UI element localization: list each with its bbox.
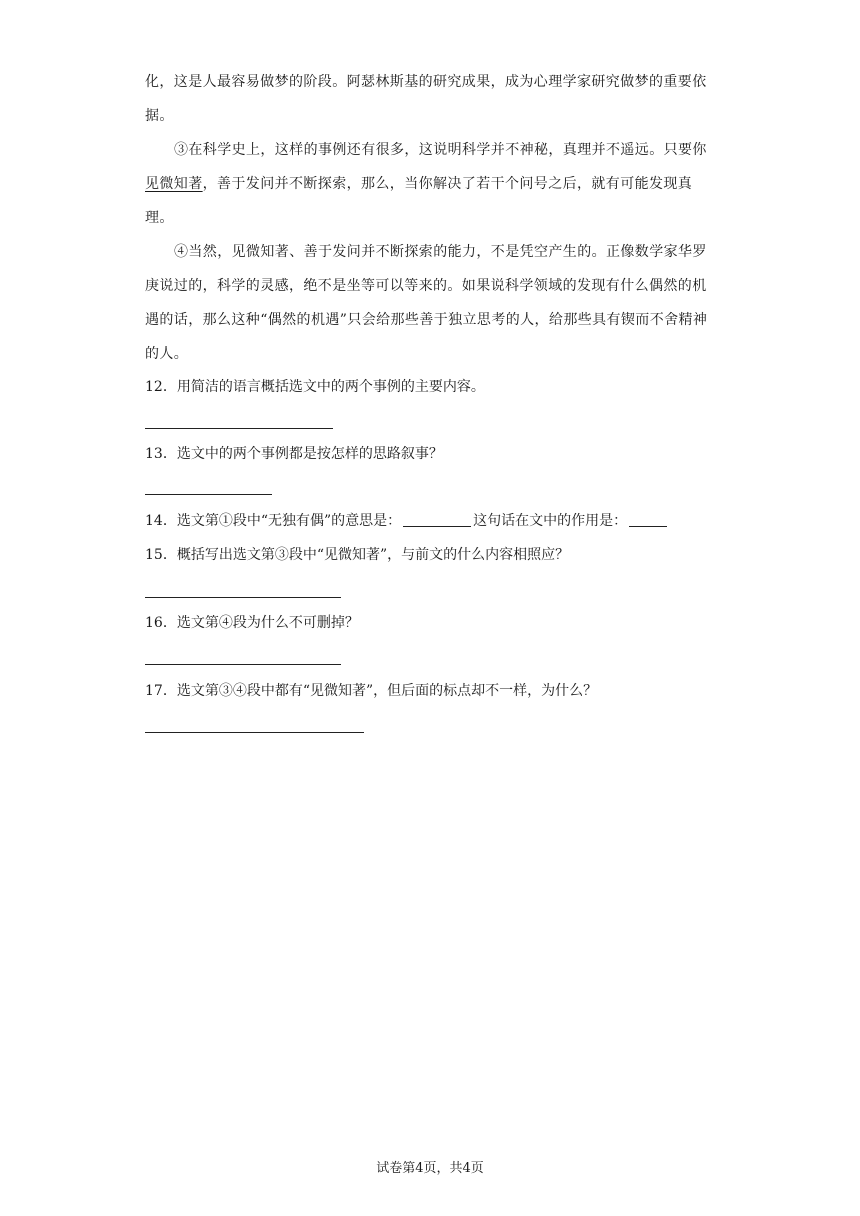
paragraph-3-rest: ，善于发问并不断探索，那么，当你解决了若干个问号之后，就有可能发现真理。 [145,176,693,226]
answer-blank-14b[interactable] [629,512,667,527]
page-footer: 试卷第4页，共4页 [376,1161,484,1176]
question-15: 15．概括写出选文第③段中“见微知著”，与前文的什么内容相照应？ [145,547,570,563]
answer-line-15[interactable] [145,597,341,598]
question-16: 16．选文第④段为什么不可删掉？ [145,615,359,631]
question-14-part-2: 这句话在文中的作用是： [473,513,628,529]
passage-paragraph-continued: 化，这是人最容易做梦的阶段。阿瑟林斯基的研究成果，成为心理学家研究做梦的重要依据。 [145,74,707,124]
passage-paragraph-4: ④当然，见微知著、善于发问并不断探索的能力，不是凭空产生的。正像数学家华罗庚说过的，科学的灵感，绝不是坐等可以等来的。如果说科学领域的发现有什么偶然的机遇的话，那么这种“偶然的机遇”只会给那些善于独立思考的人，给那些具有锲而不舍精神的人。 [145,244,708,362]
answer-line-17[interactable] [145,732,364,733]
paragraph-3-lead: ③在科学史上，这样的事例还有很多，这说明科学并不神秘，真理并不遥远。只要你 [174,142,707,158]
question-14-part-1: 14．选文第①段中“无独有偶”的意思是： [145,513,402,529]
question-12: 12．用简洁的语言概括选文中的两个事例的主要内容。 [145,379,485,395]
underlined-phrase: 见微知著 [145,176,203,192]
passage-paragraph-3 [145,133,720,235]
answer-line-13[interactable] [145,494,272,495]
question-13: 13．选文中的两个事例都是按怎样的思路叙事？ [145,446,443,462]
answer-blank-14a[interactable] [403,512,471,527]
question-17: 17．选文第③④段中都有“见微知著”，但后面的标点却不一样，为什么？ [145,683,598,699]
question-14 [145,511,669,531]
answer-line-16[interactable] [145,664,341,665]
answer-line-12[interactable] [145,428,333,429]
